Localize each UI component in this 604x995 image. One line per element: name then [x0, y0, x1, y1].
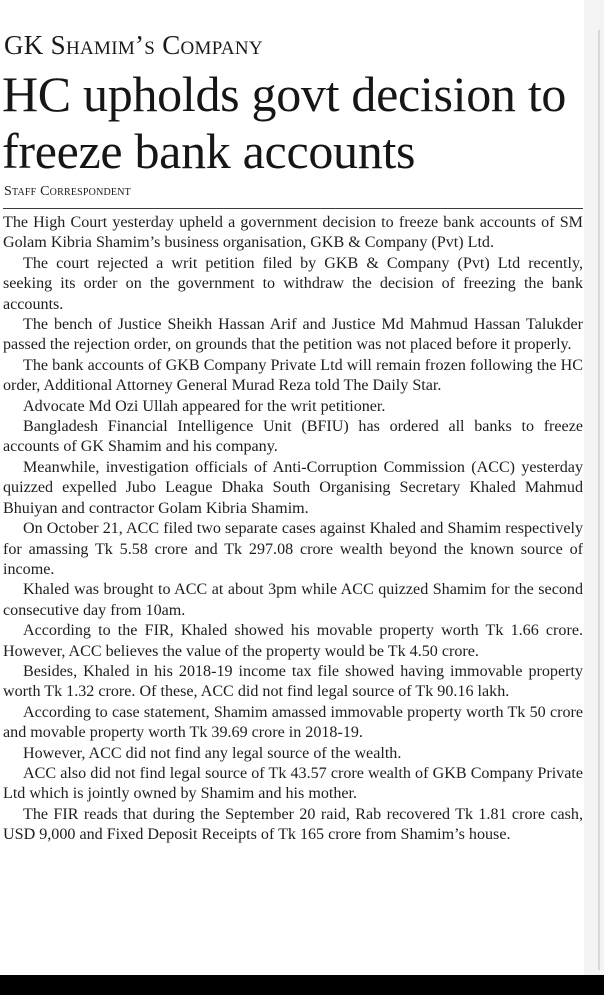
body-paragraph: The court rejected a writ petition filed by GKB & Company (Pvt) Ltd recently, seeking its order on the government to withdraw the decision of freezing the bank accounts. — [3, 254, 583, 313]
body-paragraph: However, ACC did not find any legal source of the wealth. — [23, 744, 402, 762]
article-body — [3, 213, 583, 846]
byline-divider — [3, 208, 583, 209]
body-paragraph: The High Court yesterday upheld a government decision to freeze bank accounts of SM Golam Kibria Shamim’s business organisation, GKB & Company (Pvt) Ltd. — [3, 214, 583, 252]
body-paragraph: ACC also did not find legal source of Tk 43.57 crore wealth of GKB Company Private Ltd which is jointly owned by Shamim and his mother. — [3, 764, 583, 803]
body-paragraph: On October 21, ACC filed two separate cases against Khaled and Shamim respectively for amassing Tk 5.58 crore and Tk 297.08 crore wealth beyond the known source of income. — [3, 520, 583, 578]
body-paragraph: Bangladesh Financial Intelligence Unit (BFIU) has ordered all banks to freeze accounts of GK Shamim and his company. — [3, 418, 583, 456]
body-paragraph: The bench of Justice Sheikh Hassan Arif and Justice Md Mahmud Hassan Talukder passed the rejection order, on grounds that the petition was not placed before it properly. — [3, 316, 583, 354]
body-paragraph: Meanwhile, investigation officials of Anti-Corruption Commission (ACC) yesterday quizzed expelled Jubo League Dhaka South Organising Secretary Khaled Mahmud Bhuiyan and contractor Golam Kibria Shamim. — [3, 458, 583, 517]
body-paragraph: According to case statement, Shamim amassed immovable property worth Tk 50 crore and movable property worth Tk 39.69 crore in 2018-19. — [3, 703, 583, 742]
article-kicker: GK Shamim’s Company — [4, 30, 263, 60]
body-paragraph: Khaled was brought to ACC at about 3pm while ACC quizzed Shamim for the second consecutive day from 10am. — [3, 581, 583, 619]
body-paragraph: The FIR reads that during the September 20 raid, Rab recovered Tk 1.81 crore cash, USD 9,000 and Fixed Deposit Receipts of Tk 165 crore from Shamim’s house. — [3, 805, 583, 844]
article-byline: Staff Correspondent — [4, 184, 131, 199]
body-paragraph: Advocate Md Ozi Ullah appeared for the writ petitioner. — [23, 397, 386, 415]
body-paragraph: The bank accounts of GKB Company Private Ltd will remain frozen following the HC order, Additional Attorney General Murad Reza told The Daily Star. — [3, 356, 583, 395]
body-paragraph: According to the FIR, Khaled showed his movable property worth Tk 1.66 crore. However, ACC believes the value of the property would be Tk 4.50 crore. — [3, 622, 583, 660]
body-paragraph: Besides, Khaled in his 2018-19 income tax file showed having immovable property worth Tk 1.32 crore. Of these, ACC did not find legal source of Tk 90.16 lakh. — [3, 662, 583, 701]
adjacent-column-edge — [584, 0, 604, 975]
column-edge-line — [598, 30, 600, 970]
scan-bottom-border — [0, 975, 604, 995]
article-headline: HC upholds govt decision to freeze bank accounts — [2, 66, 567, 179]
